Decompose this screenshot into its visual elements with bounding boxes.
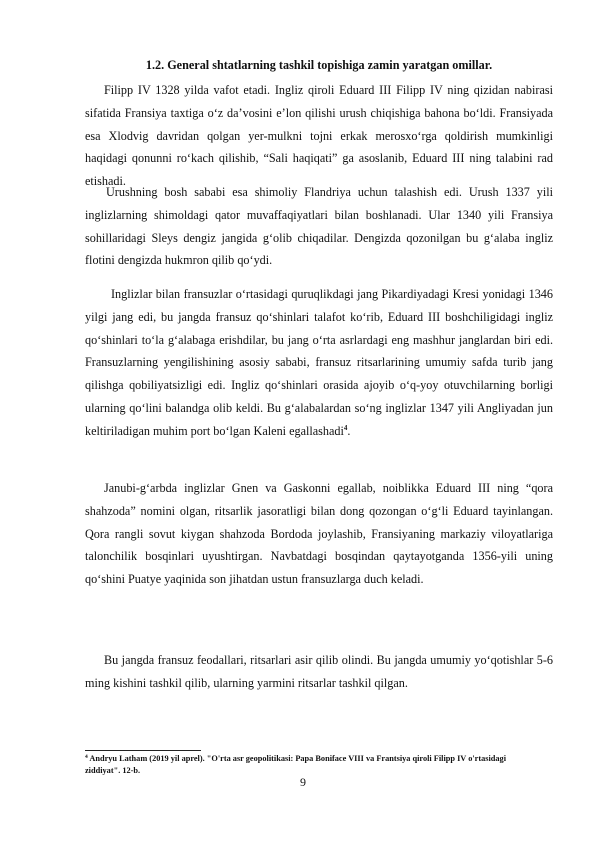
footnote-text: Andryu Latham (2019 yil aprel). "O'rta asr geopolitikasi: Papa Boniface VIII va Frantsiya qiroli Filipp IV o'rtasidagi ziddiyat". 12-b. [85, 754, 507, 775]
footnote [85, 753, 525, 777]
paragraph-3-end: . [347, 423, 351, 438]
paragraph-2: Urushning bosh sababi esa shimoliy Flandriya uchun talashish edi. Urush 1337 yili inglizlarning shimoldagi qator muvaffaqiyatlari bilan boshlanadi. Ular 1340 yili Fransiya sohillaridagi Sleys dengiz jangida g‘olib chiqadilar. Dengizda qozonilgan bu g‘alaba ingliz flotini dengizda hukmron qilib qo‘ydi. [85, 185, 553, 268]
paragraph-3 [85, 283, 553, 443]
footnote-number: 4 [85, 754, 88, 760]
paragraph-5: Bu jangda fransuz feodallari, ritsarlari asir qilib olindi. Bu jangda umumiy yo‘qotishlar 5-6 ming kishini tashkil qilib, ularning yarmini ritsarlar tashkil qilgan. [85, 653, 553, 690]
footnote-divider [85, 750, 201, 751]
paragraph-3-text: Inglizlar bilan fransuzlar o‘rtasidagi quruqlikdagi jang Pikardiyadagi Kresi yonidagi 1346 yilgi jang edi, bu jangda fransuz qo‘shinlari talafot ko‘rib, Eduard III boshchiligidagi ingliz qo‘shinlari to‘la g‘alabaga erishdilar, bu jang o‘rta asrlardagi eng mashhur janglardan biri edi. Fransuzlarning yengilishining asosiy sababi, fransuz ritsarlarining umumiy safda turib jang qilishga qobiliyatsizligi edi. Ingliz qo‘shinlari orasida ajoyib o‘q-yoy otuvchilarning borligi ularning qo‘lini balandga olib keldi. Bu g‘alabalardan so‘ng inglizlar 1347 yili Angliyadan jun keltiriladigan muhim port bo‘lgan Kaleni egallashadi [85, 287, 553, 438]
paragraph-1: Filipp IV 1328 yilda vafot etadi. Ingliz qiroli Eduard III Filipp IV ning qizidan nabirasi sifatida Fransiya taxtiga o‘z da’vosini e’lon qilishi urush chiqishiga bahona bo‘ldi. Fransiyada esa Xlodvig davridan qolgan yer-mulkni tojni erkak merosxo‘rga qoldirish mumkinligi haqidagi qonunni ro‘kach qilishib, “Sali haqiqati” ga asoslanib, Eduard III ning talabini rad etishadi. [85, 83, 553, 189]
page-number: 9 [300, 775, 306, 789]
paragraph-4: Janubi-g‘arbda inglizlar Gnen va Gaskonni egallab, noiblikka Eduard III ning “qora shahzoda” nomini olgan, ritsarlik jasoratligi bilan dong qozongan o‘g‘li Eduard tayinlangan. Qora rangli sovut kiygan shahzoda Bordoda joylashib, Fransiyaning markaziy viloyatlariga talonchilik bosqinlari uyushtirgan. Navbatdagi bosqindan qaytayotganda 1356-yili uning qo‘shini Puatye yaqinida son jihatdan ustun fransuzlarga duch keladi. [85, 481, 553, 587]
section-heading: 1.2. General shtatlarning tashkil topishiga zamin yaratgan omillar. [145, 58, 493, 72]
footnote-reference: 4 [343, 423, 348, 432]
